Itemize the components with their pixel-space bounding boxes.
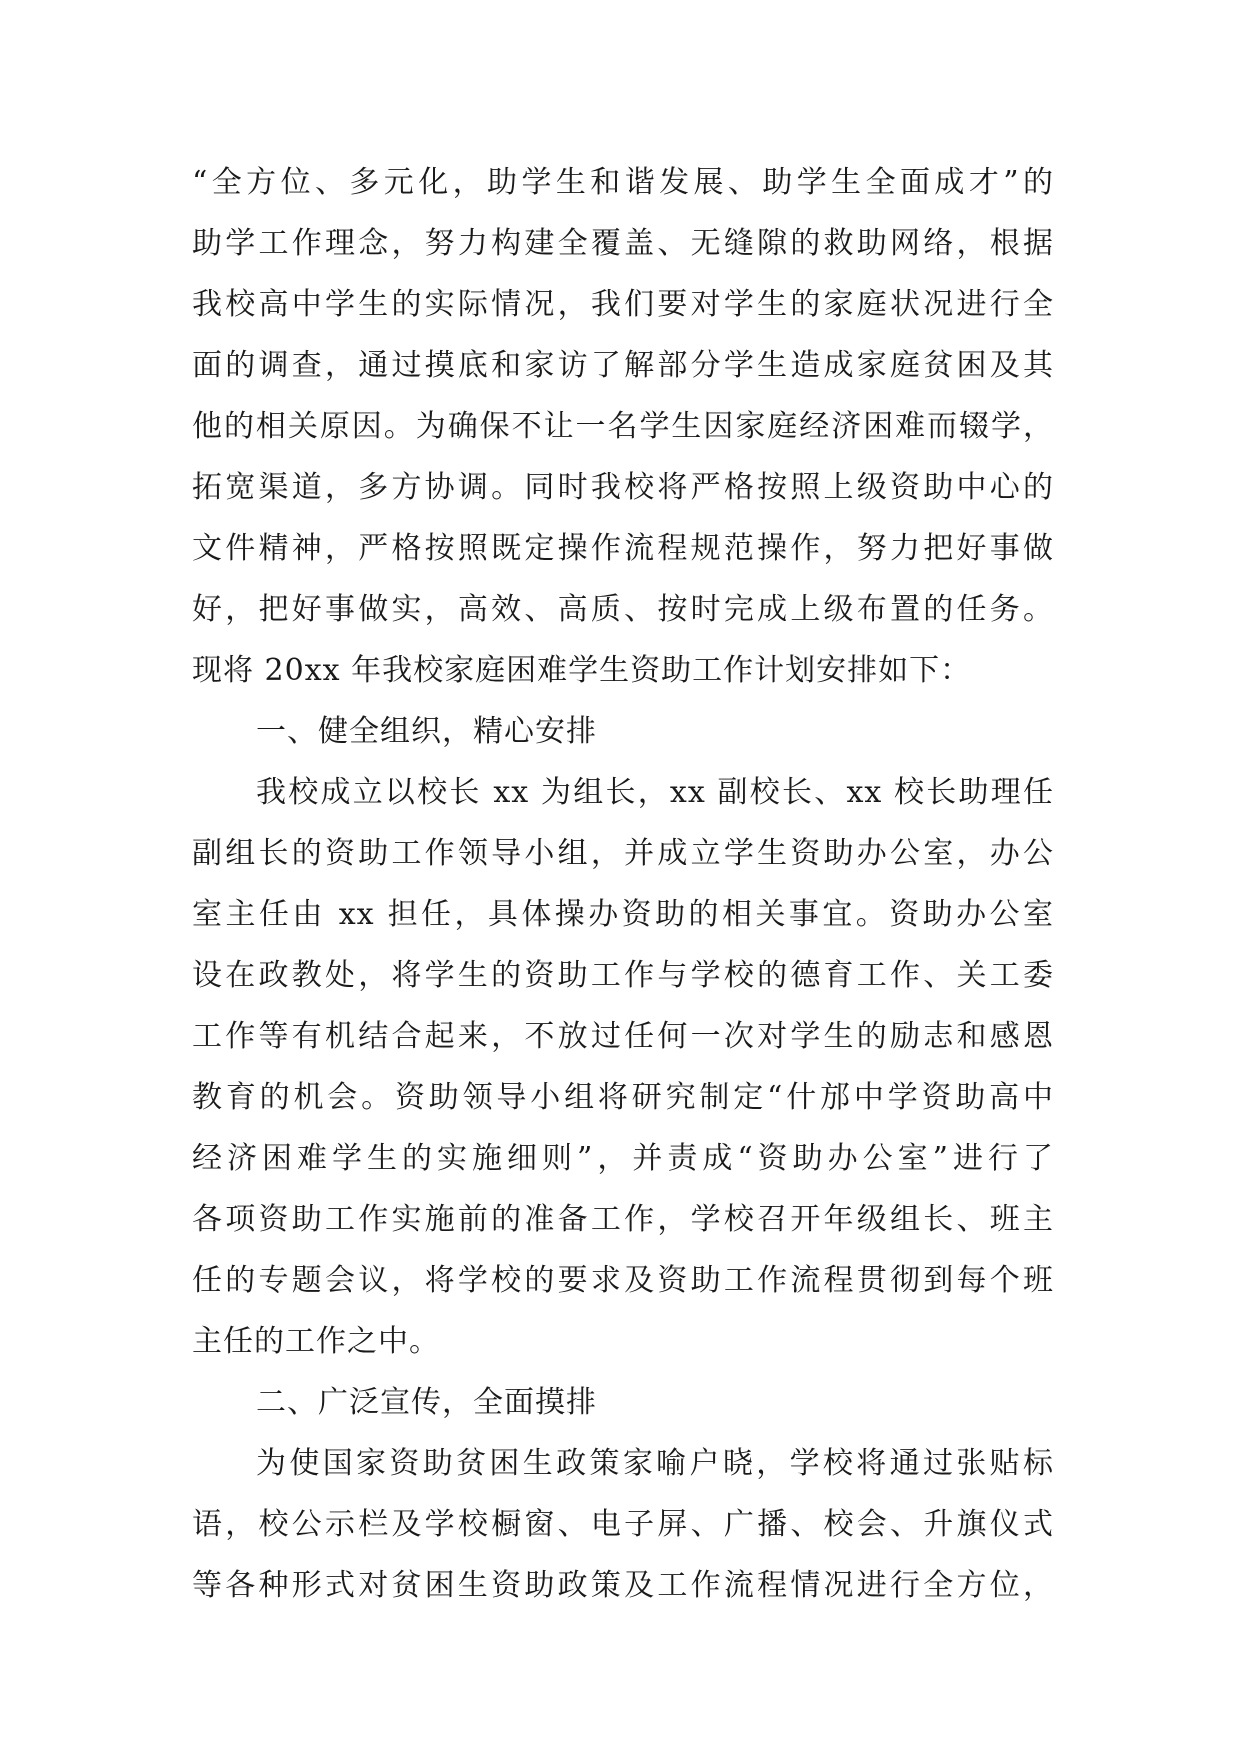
paragraph-line: 教育的机会。资助领导小组将研究制定“什邡中学资助高中 bbox=[192, 1080, 1054, 1115]
paragraph-line: 语，校公示栏及学校橱窗、电子屏、广播、校会、升旗仪式 bbox=[192, 1507, 1054, 1542]
paragraph-line: 现将 20xx 年我校家庭困难学生资助工作计划安排如下： bbox=[192, 653, 972, 688]
paragraph-line: 任的专题会议，将学校的要求及资助工作流程贯彻到每个班 bbox=[192, 1263, 1054, 1298]
paragraph-line: 等各种形式对贫困生资助政策及工作流程情况进行全方位， bbox=[192, 1568, 1054, 1603]
document-body bbox=[192, 152, 1054, 1616]
paragraph-line: 副组长的资助工作领导小组，并成立学生资助办公室，办公 bbox=[192, 836, 1054, 871]
paragraph-line: 我校成立以校长 xx 为组长，xx 副校长、xx 校长助理任 bbox=[256, 775, 1054, 810]
paragraph-line: 设在政教处，将学生的资助工作与学校的德育工作、关工委 bbox=[192, 958, 1054, 993]
paragraph-line: 文件精神，严格按照既定操作流程规范操作，努力把好事做 bbox=[192, 531, 1054, 566]
paragraph-line: 各项资助工作实施前的准备工作，学校召开年级组长、班主 bbox=[192, 1202, 1054, 1237]
paragraph-line: 他的相关原因。为确保不让一名学生因家庭经济困难而辍学， bbox=[192, 409, 1054, 444]
paragraph-line: 经济困难学生的实施细则”，并责成“资助办公室”进行了 bbox=[192, 1141, 1054, 1176]
paragraph-line: 室主任由 xx 担任，具体操办资助的相关事宜。资助办公室 bbox=[192, 897, 1054, 932]
paragraph-line: 助学工作理念，努力构建全覆盖、无缝隙的救助网络，根据 bbox=[192, 226, 1054, 261]
paragraph-line: 面的调查，通过摸底和家访了解部分学生造成家庭贫困及其 bbox=[192, 348, 1054, 383]
paragraph-line: 工作等有机结合起来，不放过任何一次对学生的励志和感恩 bbox=[192, 1019, 1054, 1054]
paragraph-line: 我校高中学生的实际情况，我们要对学生的家庭状况进行全 bbox=[192, 287, 1054, 322]
section-heading: 二、广泛宣传，全面摸排 bbox=[256, 1385, 597, 1420]
paragraph-line: 拓宽渠道，多方协调。同时我校将严格按照上级资助中心的 bbox=[192, 470, 1054, 505]
paragraph-line: “全方位、多元化，助学生和谐发展、助学生全面成才”的 bbox=[192, 165, 1054, 200]
section-heading: 一、健全组织，精心安排 bbox=[256, 714, 597, 749]
paragraph-line: 好，把好事做实，高效、高质、按时完成上级布置的任务。 bbox=[192, 592, 1054, 627]
paragraph-line: 主任的工作之中。 bbox=[192, 1324, 440, 1359]
paragraph-line: 为使国家资助贫困生政策家喻户晓，学校将通过张贴标 bbox=[256, 1446, 1054, 1481]
